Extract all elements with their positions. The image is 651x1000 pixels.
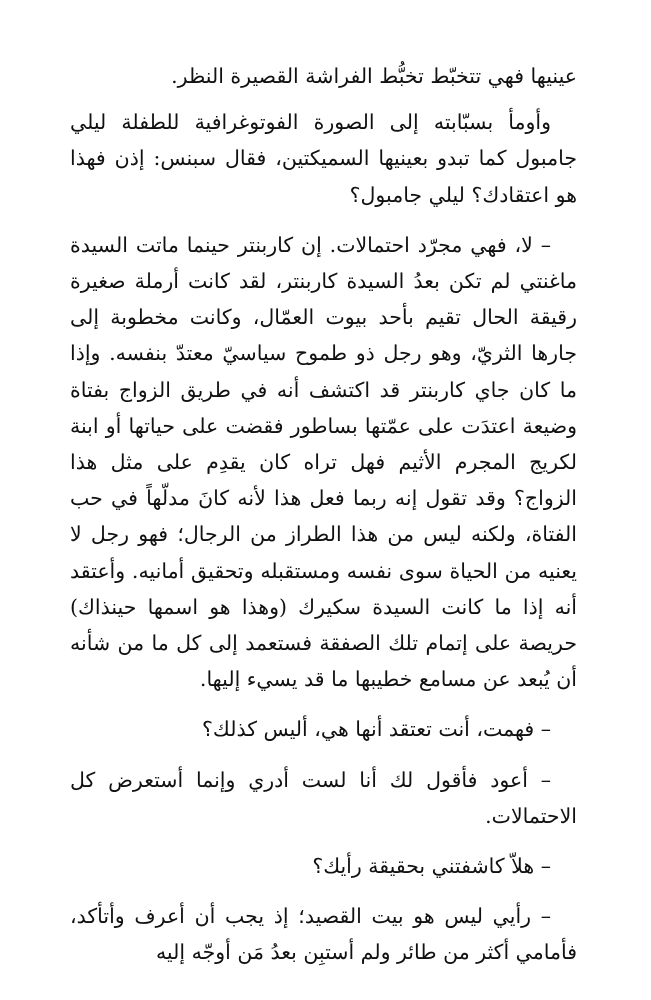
paragraph-6: – هلاّ كاشفتني بحقيقة رأيك؟ bbox=[312, 854, 551, 879]
paragraph-5: – أعود فأقول لك أنا لست أدري وإنما أستعرض كل الاحتمالات. bbox=[70, 767, 577, 828]
paragraph-4: – فهمت، أنت تعتقد أنها هي، أليس كذلك؟ bbox=[202, 717, 551, 742]
paragraph-1: عينيها فهي تتخبّط تخبُّط الفراشة القصيرة النظر. bbox=[171, 64, 577, 88]
paragraph-3: – لا، فهي مجرّد احتمالات. إن كاربنتر حينما ماتت السيدة ماغنتي لم تكن بعدُ السيدة كاربنتر، لقد كانت أرملة صغيرة رقيقة الحال تقيم بأحد بيوت العمّال، وكانت مخطوبة إلى جارها الثريّ، وهو رجل ذو طموح سياسيّ معتدّ بنفسه. وإذا ما كان جاي كاربنتر قد اكتشف أنه في طريق الزواج بفتاة وضيعة اعتدَت على عمّتها بساطور فقضت على حياتها أو ابنة لكريج المجرم الأثيم فهل تراه كان يقدِم على مثل هذا الزواج؟ وقد تقول إنه ربما فعل هذا لأنه كانَ مدلّهاً في حب الفتاة، ولكنه ليس من هذا الطراز من الرجال؛ فهو رجل لا يعنيه من الحياة سوى نفسه ومستقبله وتحقيق أمانيه. وأعتقد أنه إذا ما كانت السيدة سكيرك (وهذا هو اسمها حينذاك) حريصة على إتمام تلك الصفقة فستعمد إلى كل ما من شأنه أن يُبعد عن مسامع خطيبها ما قد يسيء إليها. bbox=[70, 232, 577, 692]
paragraph-2: وأومأ بسبّابته إلى الصورة الفوتوغرافية للطفلة ليلي جامبول كما تبدو بعينيها السميكتين، فقال سبنس: إذن فهذا هو اعتقادك؟ ليلي جامبول؟ bbox=[70, 110, 577, 207]
paragraph-7: – رأيي ليس هو بيت القصيد؛ إذ يجب أن أعرف وأتأكد، فأمامي أكثر من طائر ولم أستبِن بعدُ مَن أوجّه إليه bbox=[70, 904, 577, 965]
